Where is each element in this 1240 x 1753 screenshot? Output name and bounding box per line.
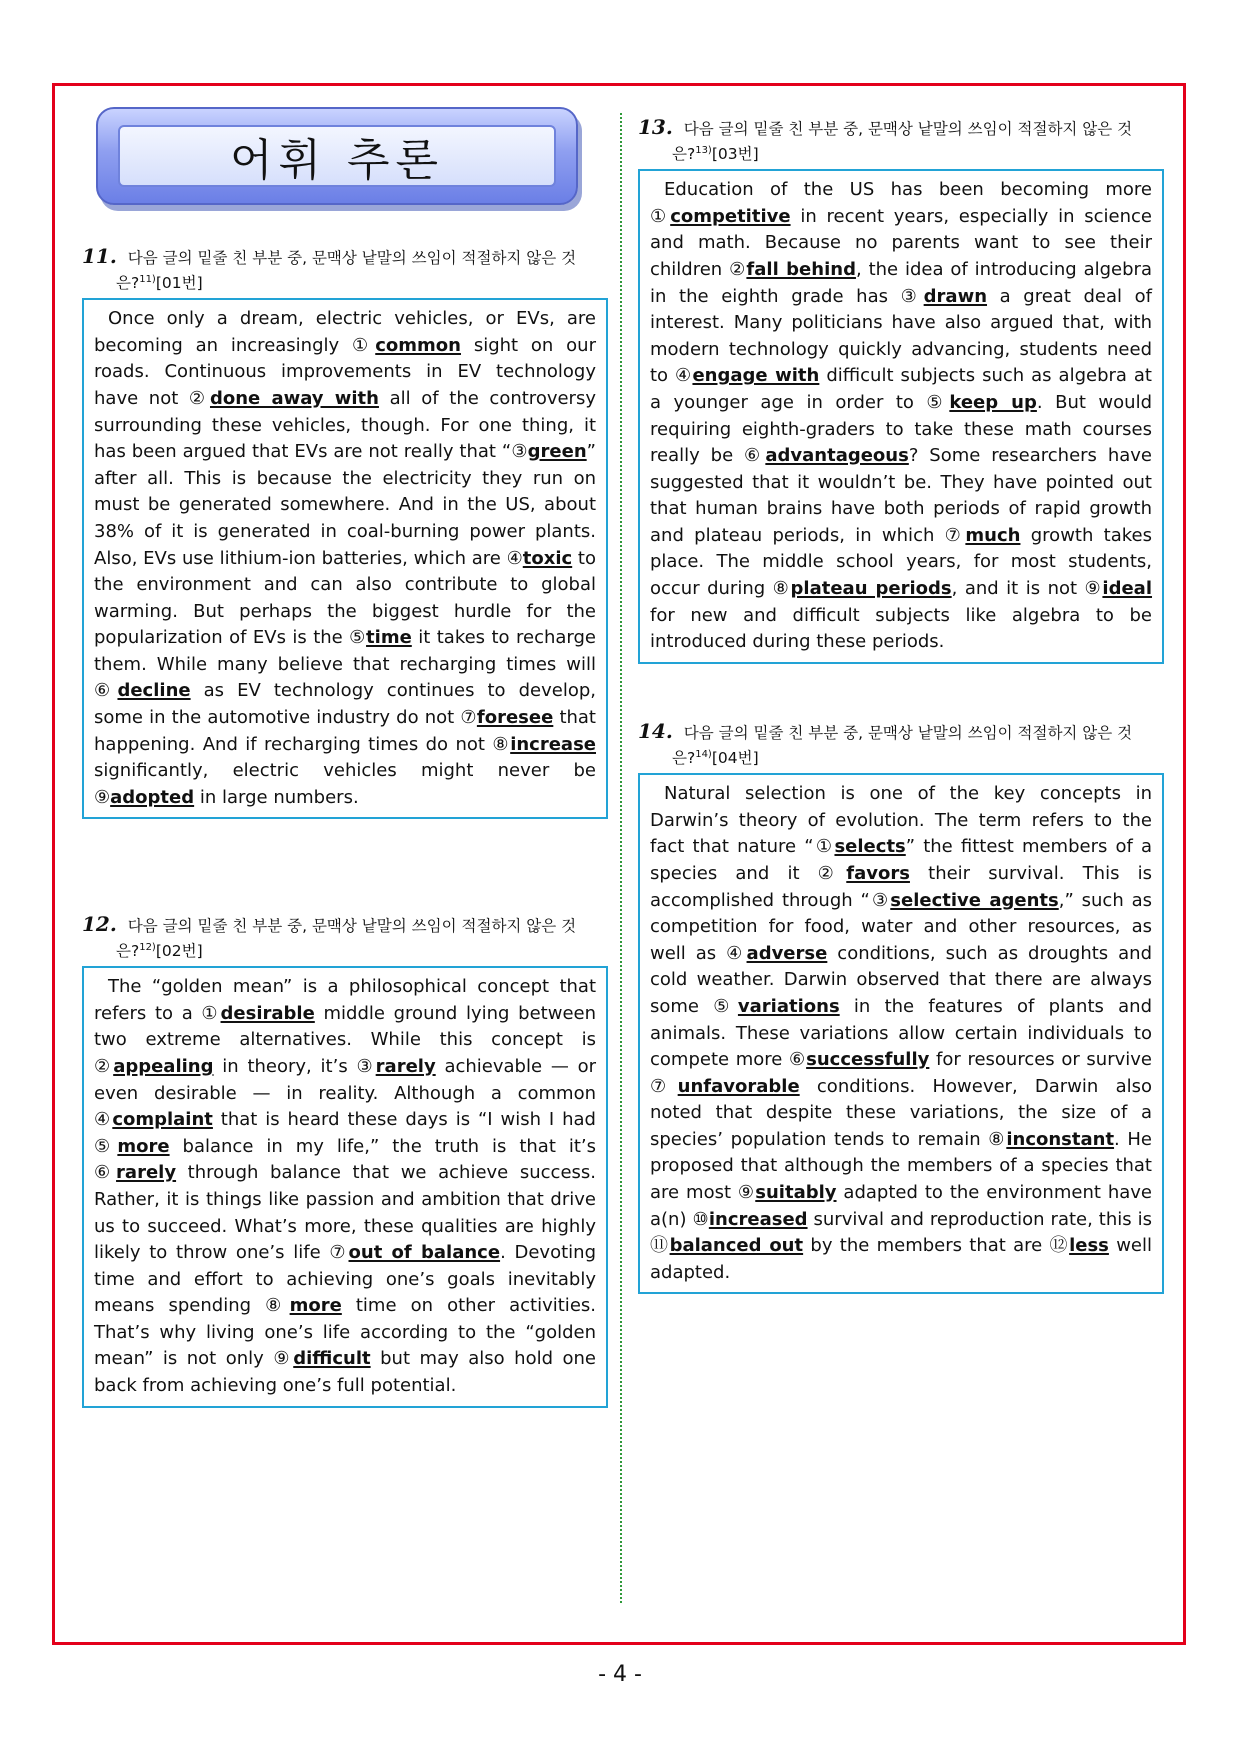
underlined-choice: suitably: [755, 1182, 837, 1204]
underlined-choice: time: [366, 627, 412, 649]
question-prompt: [82, 913, 608, 962]
question-prompt: [638, 720, 1164, 769]
question-prompt-end: 은?: [116, 942, 140, 961]
section-title-banner: [96, 107, 578, 205]
underlined-choice: adopted: [110, 786, 195, 808]
passage-text: Education of the US has been becoming more ①competitive in recent years, especially in science and math. Because no parents want to see their children ②fall behind, the idea of introducing algebra in the eighth grade has ③drawn a great deal of interest. Many politicians have also argued that, with modern technology quickly advancing, students need to ④engage with difficult subjects such as algebra at a younger age in order to ⑤keep up. But would requiring eighth-graders to take these math courses really be ⑥advantageous? Some researchers have suggested that it wouldn’t be. They have pointed out that human brains have both periods of rapid growth and plateau periods, in which ⑦much growth takes place. The middle school years, for most students, occur during ⑧plateau periods, and it is not ⑨ideal for new and difficult subjects like algebra to be introduced during these periods.: [650, 179, 1153, 653]
question-number: 12.: [82, 912, 117, 936]
passage-text: Once only a dream, electric vehicles, or EVs, are becoming an increasingly ①common sight on our roads. Continuous improvements in EV technology have not ②done away with all of the controversy surrounding these vehicles, though. For one thing, it has been argued that EVs are not really that “③green” after all. This is because the electricity they run on must be generated somewhere. And in the US, about 38% of it is generated in coal-burning power plants. Also, EVs use lithium-ion batteries, which are ④toxic to the environment and can also contribute to global warming. But perhaps the biggest hurdle for the popularization of EVs is the ⑤time it takes to recharge them. While many believe that recharging times will ⑥decline as EV technology continues to develop, some in the automotive industry do not ⑦foresee that happening. And if recharging times do not ⑧increase significantly, electric vehicles might never be ⑨adopted in large numbers.: [94, 308, 596, 808]
question-14: [638, 720, 1164, 1294]
question-12: [82, 913, 608, 1408]
underlined-choice: difficult: [293, 1348, 371, 1370]
question-number: 13.: [638, 115, 673, 139]
question-number: 11.: [82, 244, 117, 268]
footnote-marker: 12): [139, 942, 156, 953]
question-prompt-text: 다음 글의 밑줄 친 부분 중, 문맥상 낱말의 쓰임이 적절하지 않은 것: [127, 249, 577, 267]
question-prompt-end: 은?: [116, 274, 140, 293]
underlined-choice: desirable: [220, 1002, 315, 1024]
passage-box: [82, 966, 608, 1408]
underlined-choice: increase: [510, 733, 596, 755]
underlined-choice: plateau periods: [790, 578, 952, 600]
section-title-plate: [118, 125, 556, 187]
underlined-choice: adverse: [746, 942, 828, 964]
underlined-choice: toxic: [522, 547, 573, 569]
underlined-choice: keep up: [949, 391, 1037, 413]
underlined-choice: balanced out: [669, 1235, 804, 1257]
underlined-choice: advantageous: [765, 445, 909, 467]
question-prompt: [82, 245, 608, 294]
footnote-marker: 13): [695, 145, 712, 156]
underlined-choice: rarely: [116, 1162, 177, 1184]
question-prompt-text: 다음 글의 밑줄 친 부분 중, 문맥상 낱말의 쓰임이 적절하지 않은 것: [127, 917, 577, 935]
passage-box: [638, 169, 1164, 664]
underlined-choice: done away with: [209, 387, 379, 409]
source-ref: [02번]: [155, 942, 203, 961]
question-number: 14.: [638, 719, 673, 743]
question-prompt-end: 은?: [672, 145, 696, 164]
section-title: 어휘 추론: [229, 135, 444, 186]
page-number: - 4 -: [598, 1662, 642, 1687]
question-prompt: [638, 116, 1164, 165]
underlined-choice: selects: [834, 836, 906, 858]
underlined-choice: rarely: [375, 1055, 436, 1077]
underlined-choice: out of balance: [348, 1242, 501, 1264]
question-13: [638, 116, 1164, 664]
source-ref: [03번]: [711, 145, 759, 164]
underlined-choice: fall behind: [746, 258, 856, 280]
underlined-choice: variations: [737, 995, 840, 1017]
underlined-choice: more: [289, 1295, 342, 1317]
underlined-choice: foresee: [476, 707, 554, 729]
question-prompt-text: 다음 글의 밑줄 친 부분 중, 문맥상 낱말의 쓰임이 적절하지 않은 것: [683, 724, 1133, 742]
column-divider: [620, 113, 622, 1603]
underlined-choice: complaint: [112, 1109, 213, 1131]
underlined-choice: increased: [708, 1208, 808, 1230]
passage-text: Natural selection is one of the key concepts in Darwin’s theory of evolution. The term refers to the fact that nature “①selects” the fittest members of a species and it ②favors their survival. This is accomplished through “③selective agents,” such as competition for food, water and other resources, as well as ④adverse conditions, such as droughts and cold weather. Darwin observed that there are always some ⑤variations in the features of plants and animals. These variations allow certain individuals to compete more ⑥successfully for resources or survive ⑦unfavorable conditions. However, Darwin also noted that despite these variations, the size of a species’ population tends to remain ⑧inconstant. He proposed that although the members of a species that are most ⑨suitably adapted to the environment have a(n) ⑩increased survival and reproduction rate, this is ⑪balanced out by the members that are ⑫less well adapted.: [650, 783, 1153, 1283]
passage-box: [82, 298, 608, 819]
question-prompt-text: 다음 글의 밑줄 친 부분 중, 문맥상 낱말의 쓰임이 적절하지 않은 것: [683, 120, 1133, 138]
question-prompt-end: 은?: [672, 749, 696, 768]
underlined-choice: less: [1069, 1235, 1109, 1257]
underlined-choice: engage with: [692, 365, 820, 387]
question-11: [82, 245, 608, 819]
underlined-choice: selective agents: [890, 889, 1059, 911]
underlined-choice: inconstant: [1006, 1128, 1115, 1150]
source-ref: [01번]: [155, 274, 203, 293]
passage-text: The “golden mean” is a philosophical concept that refers to a ①desirable middle ground lying between two extreme alternatives. While this concept is ②appealing in theory, it’s ③rarely achievable — or even desirable — in reality. Although a common ④complaint that is heard these days is “I wish I had ⑤more balance in my life,” the truth is that it’s ⑥rarely through balance that we achieve success. Rather, it is things like passion and ambition that drive us to succeed. What’s more, these qualities are highly likely to throw one’s life ⑦out of balance. Devoting time and effort to achieving one’s goals inevitably means spending ⑧more time on other activities. That’s why living one’s life according to the “golden mean” is not only ⑨difficult but may also hold one back from achieving one’s full potential.: [94, 976, 597, 1397]
underlined-choice: much: [965, 524, 1021, 546]
footnote-marker: 11): [139, 274, 156, 285]
underlined-choice: appealing: [113, 1055, 214, 1077]
underlined-choice: common: [375, 334, 461, 356]
source-ref: [04번]: [711, 749, 759, 768]
underlined-choice: favors: [846, 862, 910, 884]
underlined-choice: more: [117, 1135, 170, 1157]
underlined-choice: unfavorable: [677, 1075, 800, 1097]
passage-box: [638, 773, 1164, 1294]
underlined-choice: ideal: [1102, 578, 1153, 600]
underlined-choice: green: [527, 441, 587, 463]
underlined-choice: decline: [117, 680, 191, 702]
underlined-choice: drawn: [923, 285, 988, 307]
footnote-marker: 14): [695, 749, 712, 760]
underlined-choice: competitive: [670, 205, 791, 227]
underlined-choice: successfully: [806, 1049, 930, 1071]
